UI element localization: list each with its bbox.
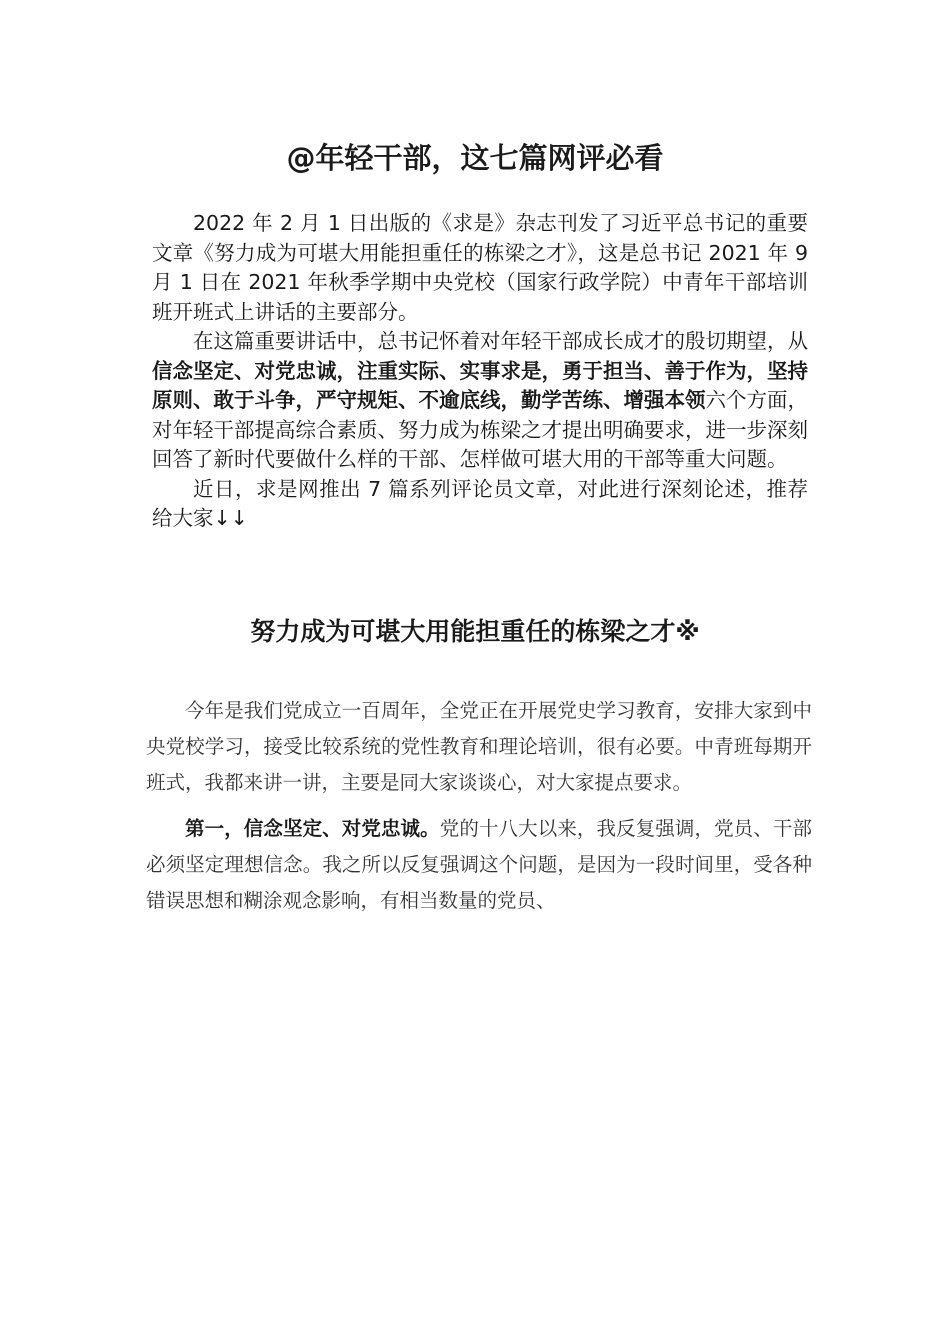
article-body (146, 693, 812, 929)
intro-paragraph-2-lead: 在这篇重要讲话中，总书记怀着对年轻干部成长成才的殷切期望，从 (193, 329, 808, 353)
page-title: @年轻干部，这七篇网评必看 (286, 141, 664, 175)
article-paragraph-2-text: 党的十八大以来，我反复强调，党员、干部必须坚定理想信念。我之所以反复强调这个问题，是因为一段时间里，受各种错误思想和糊涂观念影响，有相当数量的党员、 (146, 817, 812, 912)
intro-paragraph-2-tail: 六个方面，对年轻干部提高综合素质、努力成为栋梁之才提出明确要求，进一步深刻回答了新时代要做什么样的干部、怎样做可堪大用的干部等重大问题。 (152, 388, 808, 471)
article-paragraph-2 (146, 811, 812, 919)
intro-section (152, 209, 808, 534)
article-paragraph-2-heading: 第一，信念坚定、对党忠诚。 (185, 817, 440, 840)
intro-paragraph-2 (152, 327, 808, 475)
intro-paragraph-3: 近日，求是网推出 7 篇系列评论员文章，对此进行深刻论述，推荐给大家↓↓ (152, 476, 808, 530)
intro-paragraph-2-emphasis: 信念坚定、对党忠诚，注重实际、实事求是，勇于担当、善于作为，坚持原则、敢于斗争，严守规矩、不逾底线，勤学苦练、增强本领 (152, 358, 808, 412)
article-paragraph-1: 今年是我们党成立一百周年，全党正在开展党史学习教育，安排大家到中央党校学习，接受比较系统的党性教育和理论培训，很有必要。中青班每期开班式，我都来讲一讲，主要是同大家谈谈心，对大家提点要求。 (146, 699, 812, 794)
intro-paragraph-1: 2022 年 2 月 1 日出版的《求是》杂志刊发了习近平总书记的重要文章《努力成为可堪大用能担重任的栋梁之才》，这是总书记 2021 年 9 月 1 日在 2021 年秋季学期中央党校（国家行政学院）中青年干部培训班开班式上讲话的主要部分。 (152, 211, 808, 324)
article-title: 努力成为可堪大用能担重任的栋梁之才※ (250, 617, 700, 646)
